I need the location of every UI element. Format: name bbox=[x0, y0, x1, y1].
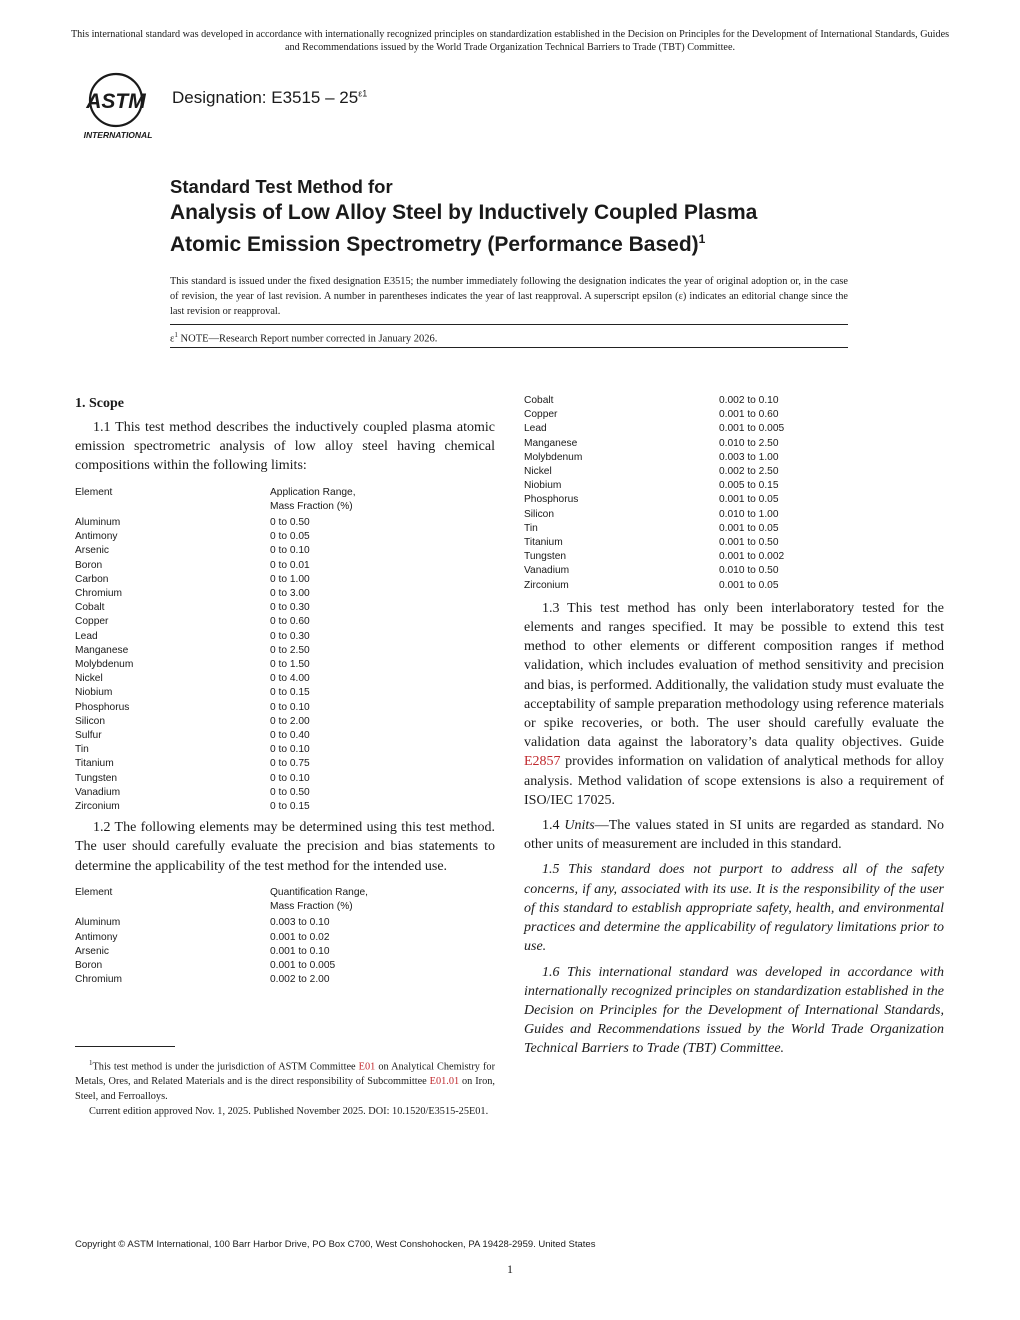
table-row bbox=[524, 465, 784, 479]
left-column bbox=[75, 394, 495, 991]
element-range: 0 to 0.01 bbox=[270, 559, 310, 571]
element-name: Boron bbox=[75, 559, 103, 571]
title-block bbox=[170, 175, 930, 258]
table-row bbox=[75, 729, 356, 743]
table-row bbox=[75, 559, 356, 573]
table-header-range: Application Range, Mass Fraction (%) bbox=[270, 486, 356, 512]
element-name: Antimony bbox=[75, 531, 118, 543]
element-name: Niobium bbox=[75, 687, 113, 699]
table-row bbox=[75, 573, 356, 587]
element-range: 0 to 2.50 bbox=[270, 644, 310, 656]
table-row bbox=[75, 544, 356, 558]
top-notice: This international standard was developed in accordance with internationally recognized principles on standardization established in the Decision on Principles for the Development of International Standards, Guides and Recommendations issued by the World Trade Organization Technical Barriers to Trade (TBT) Committee. bbox=[70, 29, 950, 53]
element-range: 0 to 3.00 bbox=[270, 588, 310, 600]
footnote-edition: Current edition approved Nov. 1, 2025. Published November 2025. DOI: 10.1520/E3515-25E01. bbox=[89, 1106, 489, 1118]
element-name: Lead bbox=[75, 630, 98, 642]
element-range: 0.003 to 1.00 bbox=[719, 451, 779, 463]
table-header-row bbox=[75, 486, 356, 516]
element-range: 0 to 0.30 bbox=[270, 602, 310, 614]
table-row bbox=[75, 800, 356, 814]
table-row bbox=[75, 757, 356, 771]
table-row bbox=[75, 672, 356, 686]
table-header-element: Element bbox=[75, 886, 113, 898]
element-range: 0 to 0.10 bbox=[270, 772, 310, 784]
element-range: 0.001 to 0.10 bbox=[270, 945, 330, 957]
table-header-row bbox=[75, 886, 368, 916]
element-name: Phosphorus bbox=[75, 701, 130, 713]
table-row bbox=[75, 786, 356, 800]
designation bbox=[172, 88, 367, 108]
footnote-divider bbox=[75, 1046, 175, 1047]
table-row bbox=[75, 772, 356, 786]
table-row bbox=[524, 579, 784, 593]
table-header-element: Element bbox=[75, 486, 113, 498]
table-row bbox=[75, 701, 356, 715]
table-row bbox=[524, 451, 784, 465]
element-name: Niobium bbox=[524, 480, 562, 492]
designation-label: Designation: E3515 – 25 bbox=[172, 88, 359, 107]
table-row bbox=[524, 493, 784, 507]
table-row bbox=[75, 973, 368, 987]
element-range: 0 to 2.00 bbox=[270, 715, 310, 727]
element-range: 0.001 to 0.50 bbox=[719, 537, 779, 549]
table-row bbox=[524, 437, 784, 451]
footnote bbox=[75, 1056, 495, 1119]
element-name: Tin bbox=[75, 744, 89, 756]
element-name: Cobalt bbox=[75, 602, 105, 614]
table-row bbox=[75, 743, 356, 757]
element-name: Cobalt bbox=[524, 395, 554, 406]
element-name: Titanium bbox=[524, 537, 563, 549]
application-range-table bbox=[75, 486, 356, 815]
table-row bbox=[524, 408, 784, 422]
right-column bbox=[524, 394, 944, 1059]
table-row bbox=[75, 587, 356, 601]
epsilon-note-text: NOTE—Research Report number corrected in January 2026. bbox=[177, 333, 438, 345]
table-row bbox=[75, 530, 356, 544]
element-name: Molybdenum bbox=[75, 659, 134, 671]
element-name: Copper bbox=[524, 409, 558, 421]
element-name: Carbon bbox=[75, 573, 109, 585]
title-line-3 bbox=[170, 226, 930, 258]
logo-org: INTERNATIONAL bbox=[83, 130, 153, 140]
footnote-jurisdiction: $^1$This test method is under the jurisdiction of ASTM Committee E01 on Analytical Chemistry for Metals, Ores, and Related Materials and is the direct responsibility of Subcommittee E01.01 on Iron, Steel, and Ferroalloys. bbox=[75, 1059, 495, 1103]
table-row bbox=[75, 686, 356, 700]
table-row bbox=[524, 479, 784, 493]
element-name: Vanadium bbox=[524, 565, 570, 577]
element-name: Manganese bbox=[524, 437, 578, 449]
element-range: 0.001 to 0.002 bbox=[719, 551, 785, 563]
element-name: Zirconium bbox=[75, 801, 120, 813]
element-range: 0.010 to 2.50 bbox=[719, 437, 779, 449]
element-range: 0 to 0.75 bbox=[270, 758, 310, 770]
element-range: 0 to 0.10 bbox=[270, 545, 310, 557]
paragraph-1-6: 1.6 This international standard was developed in accordance with internationally recognized principles on standardization established in the Decision on Principles for the Development of International Standards, Guides and Recommendations issued by the World Trade Organization Technical Barriers to Trade (TBT) Committee. bbox=[524, 964, 944, 1057]
element-range: 0.010 to 0.50 bbox=[719, 565, 779, 577]
element-name: Zirconium bbox=[524, 579, 569, 591]
table-row bbox=[524, 550, 784, 564]
table-row bbox=[75, 658, 356, 672]
paragraph-1-3: 1.3 This test method has only been interlaboratory tested for the elements and ranges specified. It may be possible to extend this test method to other elements or different composition ranges if method validation, which includes evaluation of method sensitivity and precision and bias, is performed. Additionally, the validation study must evaluate the acceptability of sample preparation methodology using reference materials or spike recoveries, or both. The user should carefully evaluate the validation data against the laboratory’s data quality objectives. Guide E2857 provides information on validation of analytical methods for alloy analysis. Method validation of scope extensions is also a requirement of ISO/IEC 17025. bbox=[524, 600, 944, 808]
table-row bbox=[524, 522, 784, 536]
element-range: 0 to 0.05 bbox=[270, 531, 310, 543]
element-name: Manganese bbox=[75, 644, 129, 656]
epsilon-mark-sup: 1 bbox=[174, 331, 178, 339]
element-range: 0.001 to 0.05 bbox=[719, 494, 779, 506]
astm-logo bbox=[72, 70, 164, 142]
divider bbox=[170, 324, 848, 325]
element-name: Aluminum bbox=[75, 517, 121, 529]
element-range: 0 to 0.50 bbox=[270, 786, 310, 798]
element-range: 0 to 0.15 bbox=[270, 687, 310, 699]
table-row bbox=[75, 615, 356, 629]
element-range: 0 to 0.40 bbox=[270, 730, 310, 742]
element-range: 0 to 0.60 bbox=[270, 616, 310, 628]
paragraph-1-2: 1.2 The following elements may be determined using this test method. The user should carefully evaluate the precision and bias statements to determine the applicability of the test method for the intended use. bbox=[75, 820, 495, 874]
table-row bbox=[75, 916, 368, 930]
element-range: 0 to 4.00 bbox=[270, 673, 310, 685]
table-row bbox=[75, 959, 368, 973]
issued-note: This standard is issued under the fixed designation E3515; the number immediately following the designation indicates the year of original adoption or, in the case of revision, the year of last revision. A number in parentheses indicates the year of last reapproval. A superscript epsilon (ε) indicates an editorial change since the last revision or reapproval. bbox=[170, 276, 848, 317]
astm-logo-icon bbox=[72, 70, 164, 142]
element-range: 0.001 to 0.60 bbox=[719, 409, 779, 421]
element-name: Boron bbox=[75, 959, 103, 971]
epsilon-note bbox=[170, 331, 437, 345]
page-number: 1 bbox=[507, 1262, 513, 1276]
element-range: 0.001 to 0.02 bbox=[270, 931, 330, 943]
element-range: 0.010 to 1.00 bbox=[719, 508, 779, 520]
element-range: 0 to 1.00 bbox=[270, 573, 310, 585]
table-row bbox=[75, 715, 356, 729]
element-range: 0.001 to 0.005 bbox=[270, 959, 336, 971]
table-row bbox=[524, 394, 784, 408]
element-range: 0 to 0.50 bbox=[270, 517, 310, 529]
element-name: Sulfur bbox=[75, 730, 102, 742]
element-name: Copper bbox=[75, 616, 109, 628]
table-header-range: Quantification Range, Mass Fraction (%) bbox=[270, 886, 368, 913]
element-range: 0.002 to 2.00 bbox=[270, 974, 330, 986]
table-row bbox=[75, 931, 368, 945]
element-name: Tin bbox=[524, 522, 538, 534]
designation-epsilon: ε1 bbox=[358, 88, 368, 99]
quantification-range-table bbox=[75, 886, 368, 987]
element-range: 0 to 0.15 bbox=[270, 801, 310, 813]
table-row bbox=[75, 630, 356, 644]
element-name: Silicon bbox=[524, 508, 555, 520]
table-row bbox=[75, 516, 356, 530]
copyright: Copyright © ASTM International, 100 Barr Harbor Drive, PO Box C700, West Conshohocken, PA 19428-2959. United States bbox=[75, 1239, 596, 1250]
table-row bbox=[75, 601, 356, 615]
element-name: Arsenic bbox=[75, 945, 109, 957]
element-range: 0.001 to 0.005 bbox=[719, 423, 785, 435]
element-range: 0.005 to 0.15 bbox=[719, 480, 779, 492]
title-line-1: Standard Test Method for bbox=[170, 176, 393, 197]
link-e01[interactable]: E01 bbox=[358, 1061, 376, 1073]
element-range: 0.002 to 0.10 bbox=[719, 395, 779, 406]
table-row bbox=[524, 564, 784, 578]
element-name: Tungsten bbox=[75, 772, 118, 784]
element-name: Nickel bbox=[75, 673, 103, 685]
element-name: Phosphorus bbox=[524, 494, 579, 506]
logo-letters: ASTM bbox=[86, 90, 146, 113]
paragraph-1-1: 1.1 This test method describes the inductively coupled plasma atomic emission spectrometric analysis of low alloy steel having chemical compositions within the following limits: bbox=[75, 420, 495, 474]
element-range: 0 to 0.10 bbox=[270, 701, 310, 713]
element-name: Chromium bbox=[75, 588, 122, 600]
element-name: Chromium bbox=[75, 974, 122, 986]
element-range: 0.001 to 0.05 bbox=[719, 579, 779, 591]
section-heading-scope: 1. Scope bbox=[75, 396, 124, 411]
element-range: 0 to 1.50 bbox=[270, 659, 310, 671]
paragraph-1-5: 1.5 This standard does not purport to address all of the safety concerns, if any, associated with its use. It is the responsibility of the user of this standard to establish appropriate safety, health, and environmental practices and determine the applicability of regulatory limitations prior to use. bbox=[524, 862, 944, 955]
table-row bbox=[75, 945, 368, 959]
link-e01-01[interactable]: E01.01 bbox=[429, 1076, 460, 1088]
table-row bbox=[524, 536, 784, 550]
element-name: Vanadium bbox=[75, 786, 121, 798]
table-row bbox=[75, 644, 356, 658]
paragraph-1-4: 1.4 Units—The values stated in SI units are regarded as standard. No other units of measurement are included in this standard. bbox=[524, 818, 945, 853]
quantification-range-table-continued bbox=[524, 394, 784, 593]
element-name: Tungsten bbox=[524, 551, 567, 563]
element-range: 0.002 to 2.50 bbox=[719, 466, 779, 478]
element-name: Arsenic bbox=[75, 545, 109, 557]
title-footnote-mark: 1 bbox=[698, 232, 706, 246]
element-name: Molybdenum bbox=[524, 451, 583, 463]
element-name: Titanium bbox=[75, 758, 114, 770]
table-row bbox=[524, 422, 784, 436]
element-range: 0 to 0.30 bbox=[270, 630, 310, 642]
element-name: Silicon bbox=[75, 715, 106, 727]
epsilon-mark: ε bbox=[170, 333, 175, 345]
title-line-2: Analysis of Low Alloy Steel by Inductively Coupled Plasma bbox=[170, 201, 758, 224]
link-e2857[interactable]: E2857 bbox=[524, 754, 561, 770]
element-range: 0.003 to 0.10 bbox=[270, 917, 330, 929]
divider bbox=[170, 347, 848, 348]
element-name: Antimony bbox=[75, 931, 118, 943]
element-name: Aluminum bbox=[75, 917, 121, 929]
element-range: 0.001 to 0.05 bbox=[719, 522, 779, 534]
element-name: Nickel bbox=[524, 466, 552, 478]
element-range: 0 to 0.10 bbox=[270, 744, 310, 756]
title-line-3-text: Atomic Emission Spectrometry (Performance Based) bbox=[170, 233, 699, 256]
element-name: Lead bbox=[524, 423, 547, 435]
table-row bbox=[524, 508, 784, 522]
